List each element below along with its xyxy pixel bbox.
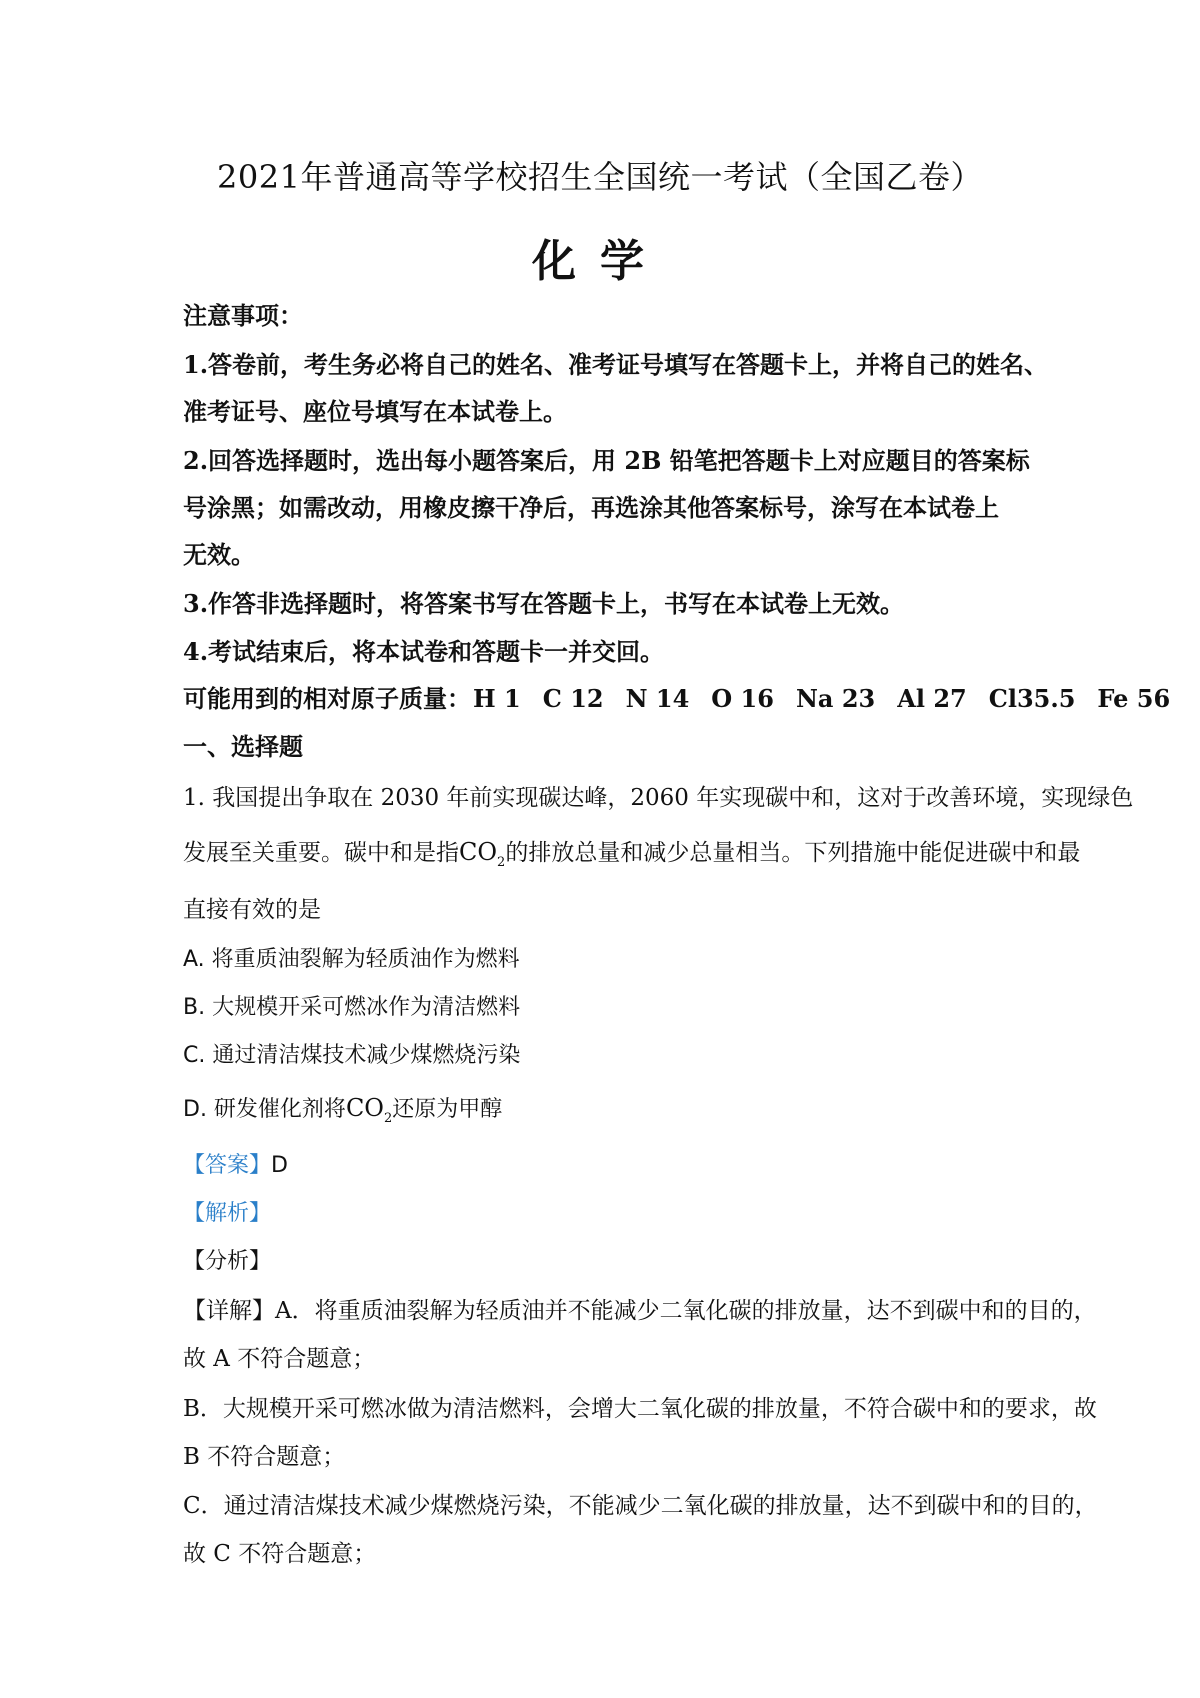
atomic-mass-h: H 1 <box>473 684 521 713</box>
atomic-mass-al: Al 27 <box>897 684 967 713</box>
atomic-mass-na: Na 23 <box>795 684 876 713</box>
subject-title: 化学 <box>532 236 668 287</box>
notice-item: 准考证号、座位号填写在本试卷上。 <box>183 397 567 426</box>
detail-line: C．通过清洁煤技术减少煤燃烧污染，不能减少二氧化碳的排放量，达不到碳中和的目的， <box>183 1493 1098 1519</box>
atomic-mass-fe: Fe 56 <box>1097 684 1171 713</box>
detail-line: 【详解】A．将重质油裂解为轻质油并不能减少二氧化碳的排放量，达不到碳中和的目的， <box>183 1298 1097 1324</box>
question-1-line-1: 1. 我国提出争取在 2030 年前实现碳达峰，2060 年实现碳中和，这对于改善环境，实现绿色 <box>183 785 1134 811</box>
co2-subscript: 2 <box>497 855 506 870</box>
question-1-line-2 <box>183 834 1080 870</box>
notice-heading: 注意事项： <box>183 301 303 330</box>
detail-line: B．大规模开采可燃冰做为清洁燃料，会增大二氧化碳的排放量，不符合碳中和的要求，故 <box>183 1396 1097 1422</box>
notice-item: 3.作答非选择题时，将答案书写在答题卡上，书写在本试卷上无效。 <box>183 589 905 618</box>
notice-item: 4.考试结束后，将本试卷和答题卡一并交回。 <box>183 637 665 666</box>
notice-item: 无效。 <box>183 540 255 569</box>
answer-line <box>183 1148 288 1179</box>
fenxi-tag: 【分析】 <box>183 1249 272 1274</box>
section-heading: 一、选择题 <box>183 732 303 761</box>
atomic-mass-n: N 14 <box>625 684 690 713</box>
atomic-mass-line <box>183 679 1170 714</box>
option-d-text: 还原为甲醇 <box>392 1097 503 1122</box>
detail-line: 故 C 不符合题意； <box>183 1541 377 1567</box>
co2-formula <box>459 838 506 870</box>
answer-tag: 【答案】 <box>183 1153 272 1178</box>
option-b: B. 大规模开采可燃冰作为清洁燃料 <box>183 995 521 1020</box>
atomic-mass-c: C 12 <box>542 684 604 713</box>
answer-value: D <box>271 1153 288 1178</box>
detail-line: 故 A 不符合题意； <box>183 1346 376 1372</box>
atomic-mass-o: O 16 <box>711 684 774 713</box>
co2-main: CO <box>345 1094 384 1122</box>
notice-item: 1.答卷前，考生务必将自己的姓名、准考证号填写在答题卡上，并将自己的姓名、 <box>183 350 1049 379</box>
option-a: A. 将重质油裂解为轻质油作为燃料 <box>183 947 520 972</box>
atomic-mass-cl: Cl35.5 <box>988 684 1076 713</box>
option-c: C. 通过清洁煤技术减少煤燃烧污染 <box>183 1043 521 1068</box>
question-1-line-3: 直接有效的是 <box>183 897 321 923</box>
co2-main: CO <box>459 838 498 866</box>
co2-subscript: 2 <box>383 1111 393 1126</box>
option-d-text: D. 研发催化剂将 <box>183 1097 346 1122</box>
option-d <box>183 1092 502 1126</box>
atomic-mass-label: 可能用到的相对原子质量： <box>183 684 471 713</box>
co2-formula <box>345 1094 393 1126</box>
analysis-tag: 【解析】 <box>183 1201 272 1226</box>
question-1-text: 发展至关重要。碳中和是指 <box>183 840 459 866</box>
notice-item: 号涂黑；如需改动，用橡皮擦干净后，再选涂其他答案标号，涂写在本试卷上 <box>183 493 999 522</box>
notice-item: 2.回答选择题时，选出每小题答案后，用 2B 铅笔把答题卡上对应题目的答案标 <box>183 446 1030 475</box>
question-1-text: 的排放总量和减少总量相当。下列措施中能促进碳中和最 <box>505 840 1081 866</box>
detail-line: B 不符合题意； <box>183 1444 346 1470</box>
exam-title: 2021年普通高等学校招生全国统一考试（全国乙卷） <box>217 158 983 196</box>
